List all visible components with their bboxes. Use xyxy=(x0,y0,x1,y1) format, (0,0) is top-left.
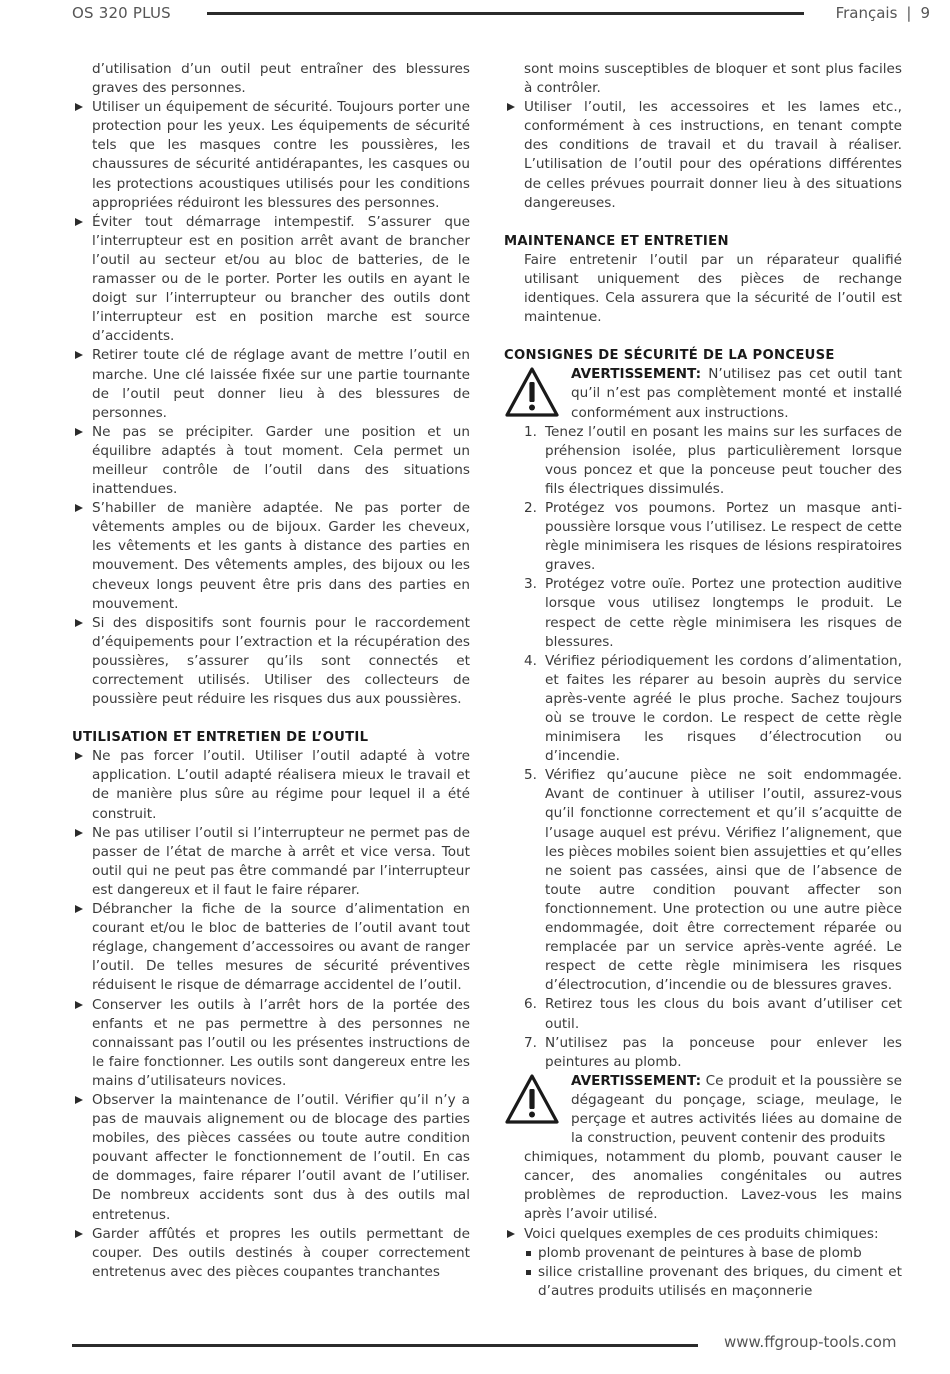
list-item xyxy=(72,900,470,995)
list-item-text: Débrancher la fiche de la source d’alimentation en courant et/ou le bloc de batteries de l’outil avant tout réglage, changement d’accessoires ou avant de ranger l’outil. De telles mesures de sécurité préventives réduisent le risque de démarrage accidentel de l’outil. xyxy=(92,901,470,994)
list-item xyxy=(72,614,470,709)
triangle-bullet-icon xyxy=(75,1001,83,1009)
list-item-text: Conserver les outils à l’arrêt hors de la portée des enfants et ne pas permettre à des personnes ne connaissant pas l’outil ou les présentes instructions de le faire fonctionner. Les outils sont dangereux entre les mains d’utilisateurs novices. xyxy=(92,996,470,1089)
item-number: 3. xyxy=(524,576,537,593)
item-text: Protégez vos poumons. Portez un masque anti-poussière lorsque vous l’utilisez. Le respect de cette règle minimisera les risques de lésions respiratoires graves. xyxy=(545,499,902,574)
left-column xyxy=(72,60,470,1282)
intro-continuation: d’utilisation d’un outil peut entraîner des blessures graves des personnes. xyxy=(92,61,470,97)
numbered-item xyxy=(504,575,902,651)
sub-list-item-text: silice cristalline provenant des briques, du ciment et d’autres produits utilisés en maçonnerie xyxy=(538,1263,902,1299)
list-item xyxy=(72,747,470,823)
triangle-bullet-icon xyxy=(75,1096,83,1104)
list-item-text: Observer la maintenance de l’outil. Vérifier qu’il n’y a pas de mauvais alignement ou de blocage des parties mobiles, des pièces cassées ou toute autre condition pouvant affecter le fonctionnement de l’outil. En cas de dommages, faire réparer l’outil avant de l’utiliser. De nombreux accidents sont dus à des outils mal entretenus. xyxy=(92,1091,470,1223)
section-heading-maintenance: MAINTENANCE ET ENTRETIEN xyxy=(504,233,729,249)
triangle-bullet-icon xyxy=(75,905,83,913)
header-page-info xyxy=(836,4,930,22)
list-item-text: Utiliser l’outil, les accessoires et les lames etc., conformément à ces instructions, en tenant compte des conditions de travail et du travail à réaliser. L’utilisation de l’outil pour des opérations différentes de celles prévues pourrait donner lieu à des situations dangereuses. xyxy=(524,99,902,211)
list-item-text: Retirer toute clé de réglage avant de mettre l’outil en marche. Une clé laissée fixée sur une partie tournante de l’outil peut donner lieu à des blessures de personnes. xyxy=(92,347,470,421)
list-item xyxy=(72,98,470,213)
warning-label: AVERTISSEMENT: xyxy=(571,1072,702,1089)
section-heading-tool-use: UTILISATION ET ENTRETIEN DE L’OUTIL xyxy=(72,730,369,746)
item-text: Tenez l’outil en posant les mains sur les surfaces de préhension isolée, plus particulièrement lorsque vous poncez et que la ponceuse peut toucher des fils électriques dissimulés. xyxy=(545,423,902,497)
warning-block xyxy=(504,365,902,422)
list-item-text: Utiliser un équipement de sécurité. Toujours porter une protection pour les yeux. Les équipements de sécurité tels que les masques contre les poussières, les chaussures de sécurité antidérapantes, les casques ou les protections acoustiques utilisés pour les conditions appropriées réduiront les blessures des personnes. xyxy=(92,99,470,211)
list-item xyxy=(72,996,470,1091)
item-text: N’utilisez pas la ponceuse pour enlever les peintures au plomb. xyxy=(545,1034,902,1070)
triangle-bullet-icon xyxy=(507,1230,515,1238)
numbered-item xyxy=(504,995,902,1033)
header-rule xyxy=(207,12,804,15)
triangle-bullet-icon xyxy=(75,1230,83,1238)
warning-label: AVERTISSEMENT: xyxy=(571,366,702,383)
list-item-text: Ne pas se précipiter. Garder une position et un équilibre adaptés à tout moment. Cela permet un meilleur contrôle de l’outil dans des situations inattendues. xyxy=(92,423,470,498)
list-item xyxy=(504,98,902,213)
list-item xyxy=(72,499,470,614)
triangle-bullet-icon xyxy=(75,218,83,226)
triangle-bullet-icon xyxy=(75,752,83,760)
item-number: 2. xyxy=(524,499,537,516)
item-number: 1. xyxy=(524,423,537,440)
list-item-text: Garder affûtés et propres les outils permettant de couper. Des outils destinés à couper correctement entretenus avec des pièces coupantes tranchantes xyxy=(92,1225,470,1280)
item-text: Vérifiez qu’aucune pièce ne soit endommagée. Avant de continuer à utiliser l’outil, assurez-vous qu’il fonctionne correctement et qu’il s’acquitte de l’usage auquel est prévu. Vérifiez l’alignement, que les pièces mobiles soient bien assujetties et qu’elles ne soient pas cassées, ainsi que de l’absence de toute autre condition pouvant affecter son fonctionnement. Une protection ou une autre pièce endommagée, doit être correctement réparée ou remplacée par un service après-vente agréé. Le respect de cette règle minimisera les risques d’électrocution, d’incendie ou de blessures graves. xyxy=(545,767,902,994)
warning-triangle-icon xyxy=(504,366,560,418)
page-number: 9 xyxy=(920,4,930,22)
list-item-text: Ne pas forcer l’outil. Utiliser l’outil adapté à votre application. L’outil adapté réalisera mieux le travail et de manière plus sûre au régime pour lequel il a été construit. xyxy=(92,748,470,822)
continuation-text: sont moins susceptibles de bloquer et sont plus faciles à contrôler. xyxy=(524,61,902,97)
item-number: 6. xyxy=(524,996,537,1013)
item-text: Vérifiez périodiquement les cordons d’alimentation, et faites les réparer au besoin auprès du service après-vente agréé le plus proche. Sachez toujours où se trouve le cordon. Le respect de cette règle minimisera les risques d’électrocution ou d’incendie. xyxy=(545,652,902,765)
warning-triangle-icon xyxy=(504,1073,560,1125)
item-number: 7. xyxy=(524,1034,537,1051)
warning-text: N’utilisez pas cet outil tant qu’il n’est pas complètement monté et installé conformément aux instructions. xyxy=(571,366,902,421)
warning-continuation: chimiques, notamment du plomb, pouvant causer le cancer, des anomalies congénitales ou autres problèmes de reproduction. Lavez-vous les mains après l’avoir utilisé. xyxy=(524,1149,902,1223)
triangle-bullet-icon xyxy=(75,351,83,359)
numbered-item xyxy=(504,766,902,995)
list-item xyxy=(72,1091,470,1225)
sub-list-item-text: plomb provenant de peintures à base de plomb xyxy=(538,1244,862,1261)
footer-rule xyxy=(72,1344,698,1347)
square-bullet-icon xyxy=(526,1270,531,1275)
sub-list-item xyxy=(504,1244,902,1263)
warning-block xyxy=(504,1072,902,1148)
triangle-bullet-icon xyxy=(75,829,83,837)
square-bullet-icon xyxy=(526,1251,531,1256)
right-column xyxy=(504,60,902,1301)
header-language: Français xyxy=(835,4,898,22)
numbered-item xyxy=(504,1034,902,1072)
list-item xyxy=(72,824,470,900)
header-model: OS 320 PLUS xyxy=(72,4,171,22)
list-item xyxy=(504,1225,902,1244)
numbered-item xyxy=(504,423,902,499)
numbered-item xyxy=(504,652,902,767)
triangle-bullet-icon xyxy=(507,103,515,111)
list-item xyxy=(72,1225,470,1282)
list-item-text: Éviter tout démarrage intempestif. S’assurer que l’interrupteur est en position arrêt avant de brancher l’outil au secteur et/ou au bloc de batteries, de le ramasser ou de le porter. Porter les outils en ayant le doigt sur l’interrupteur ou brancher des outils dont l’interrupteur est en position marche est source d’accidents. xyxy=(92,213,470,345)
footer-url: www.ffgroup-tools.com xyxy=(724,1333,897,1351)
maintenance-text: Faire entretenir l’outil par un réparateur qualifié utilisant uniquement des pièces de rechange identiques. Cela assurera que la sécurité de l’outil est maintenue. xyxy=(524,251,902,326)
item-number: 4. xyxy=(524,652,537,669)
triangle-bullet-icon xyxy=(75,103,83,111)
list-item-text: Si des dispositifs sont fournis pour le raccordement d’équipements pour l’extraction et la récupération des poussières, s’assurer qu’ils sont connectés et correctement utilisés. Utiliser des collecteurs de poussière peut réduire les risques dus aux poussières. xyxy=(92,614,470,708)
triangle-bullet-icon xyxy=(75,619,83,627)
header-separator: | xyxy=(906,4,912,22)
numbered-item xyxy=(504,499,902,575)
triangle-bullet-icon xyxy=(75,428,83,436)
sub-list-item xyxy=(504,1263,902,1301)
list-item-text: Voici quelques exemples de ces produits chimiques: xyxy=(524,1225,879,1242)
warning-text: Ce produit et la poussière se dégageant du ponçage, sciage, meulage, le perçage et autres activités liées au domaine de la construction, peuvent contenir des produits xyxy=(571,1072,902,1147)
section-heading-sander-safety: CONSIGNES DE SÉCURITÉ DE LA PONCEUSE xyxy=(504,348,835,364)
list-item xyxy=(72,213,470,347)
item-text: Retirez tous les clous du bois avant d’utiliser cet outil. xyxy=(545,996,902,1032)
list-item-text: S’habiller de manière adaptée. Ne pas porter de vêtements amples ou de bijoux. Garder les cheveux, les vêtements et les gants à distance des parties en mouvement. Des vêtements amples, des bijoux ou les cheveux longs peuvent être pris dans des parties en mouvement. xyxy=(92,500,470,612)
item-text: Protégez votre ouïe. Portez une protection auditive lorsque vous utilisez longtemps le produit. Le respect de cette règle minimisera les risques de blessures. xyxy=(545,576,902,650)
item-number: 5. xyxy=(524,767,537,784)
list-item xyxy=(72,423,470,499)
list-item-text: Ne pas utiliser l’outil si l’interrupteur ne permet pas de passer de l’état de marche à arrêt et vice versa. Tout outil qui ne peut pas être commandé par l’interrupteur est dangereux et il faut le faire réparer. xyxy=(92,824,470,898)
triangle-bullet-icon xyxy=(75,504,83,512)
list-item xyxy=(72,346,470,422)
